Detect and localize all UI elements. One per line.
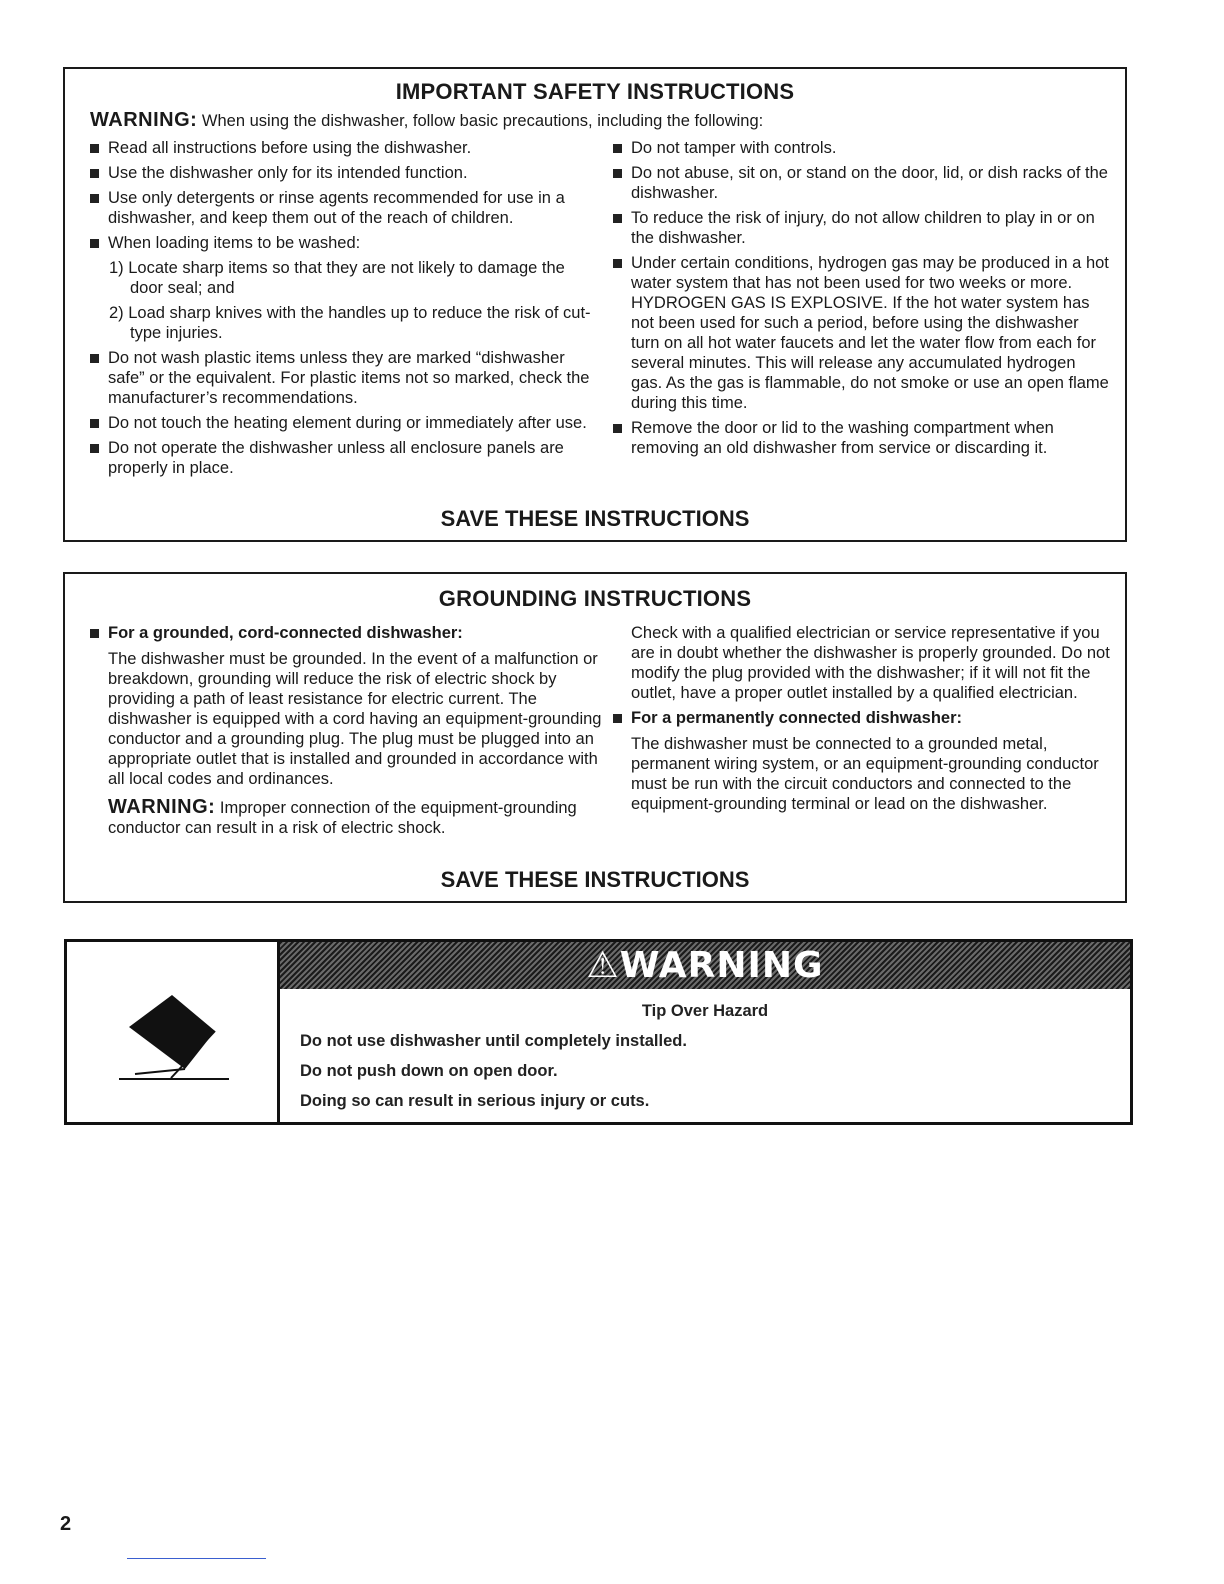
perm-heading: For a permanently connected dishwasher:	[611, 708, 1111, 728]
hazard-line: Doing so can result in serious injury or cuts.	[300, 1092, 650, 1110]
warning-text: When using the dishwasher, follow basic precautions, including the following:	[201, 112, 764, 130]
safety-left-column	[88, 138, 598, 483]
safety-warning	[90, 109, 763, 132]
hazard-title: Tip Over Hazard	[641, 1002, 769, 1020]
hazard-line: Do not push down on open door.	[300, 1062, 558, 1080]
list-item: Do not tamper with controls.	[611, 138, 1111, 158]
hazard-icon-cell	[67, 942, 280, 1122]
safety-instructions-box	[63, 67, 1127, 542]
warning-label: WARNING:	[108, 796, 216, 818]
sub-list-item: 2) Load sharp knives with the handles up to reduce the risk of cut-type injuries.	[109, 304, 591, 342]
list-item: Use only detergents or rinse agents recommended for use in a dishwasher, and keep them out of the reach of children.	[88, 188, 598, 228]
grounding-title: GROUNDING INSTRUCTIONS	[438, 586, 752, 611]
list-item: Do not abuse, sit on, or stand on the door, lid, or dish racks of the dishwasher.	[611, 163, 1111, 203]
grounding-left-column	[88, 623, 603, 846]
hazard-line: Do not use dishwasher until completely installed.	[300, 1032, 687, 1050]
list-item: Under certain conditions, hydrogen gas may be produced in a hot water system that has not been used for two weeks or more. HYDROGEN GAS IS EXPLOSIVE. If the hot water system has not been used for such a period, before using the dishwasher turn on all hot water faucets and let the water flow from each for several minutes. This will release any accumulated hydrogen gas. As the gas is flammable, do not smoke or use an open flame during this time.	[611, 253, 1111, 413]
list-item: To reduce the risk of injury, do not allow children to play in or on the dishwasher.	[611, 208, 1111, 248]
list-item: Read all instructions before using the dishwasher.	[88, 138, 598, 158]
list-item: When loading items to be washed:	[88, 233, 598, 253]
tip-over-icon	[67, 942, 277, 1122]
perm-text: The dishwasher must be connected to a grounded metal, permanent wiring system, or an equipment-grounding conductor must be run with the circuit conductors and connected to the equipment-grounding terminal or lead on the dishwasher.	[631, 735, 1099, 813]
save-instructions: SAVE THESE INSTRUCTIONS	[440, 506, 750, 531]
footer-rule	[127, 1558, 266, 1559]
cord-text: The dishwasher must be grounded. In the event of a malfunction or breakdown, grounding will reduce the risk of electric shock by providing a path of least resistance for electric current. The dishwasher is equipped with a cord having an equipment-grounding conductor and a grounding plug. The plug must be plugged into an appropriate outlet that is installed and grounded in accordance with all local codes and ordinances.	[108, 650, 602, 788]
safety-title: IMPORTANT SAFETY INSTRUCTIONS	[395, 79, 795, 104]
list-item: Do not touch the heating element during or immediately after use.	[88, 413, 598, 433]
check-text: Check with a qualified electrician or service representative if you are in doubt whether the dishwasher is properly grounded. Do not modify the plug provided with the dishwasher; if it will not fit the outlet, have a proper outlet installed by a qualified electrician.	[631, 624, 1110, 702]
warning-text: Improper connection of the equipment-grounding conductor can result in a risk of electric shock.	[108, 799, 577, 837]
grounding-instructions-box	[63, 572, 1127, 903]
list-item: Do not wash plastic items unless they are marked “dishwasher safe” or the equivalent. For plastic items not so marked, check the manufacturer’s recommendations.	[88, 348, 598, 408]
page-number: 2	[60, 1513, 72, 1535]
tip-over-warning-box	[64, 939, 1133, 1125]
list-item: Remove the door or lid to the washing compartment when removing an old dishwasher from service or discarding it.	[611, 418, 1111, 458]
save-instructions: SAVE THESE INSTRUCTIONS	[440, 867, 750, 892]
list-item: Do not operate the dishwasher unless all enclosure panels are properly in place.	[88, 438, 598, 478]
grounding-warning	[88, 797, 603, 838]
warning-label: WARNING:	[90, 109, 198, 131]
warning-banner-text: ⚠WARNING	[586, 945, 824, 986]
cord-heading: For a grounded, cord-connected dishwasher:	[88, 623, 603, 643]
safety-right-column	[611, 138, 1111, 463]
sub-list-item: 1) Locate sharp items so that they are not likely to damage the door seal; and	[109, 259, 565, 297]
grounding-right-column	[611, 623, 1111, 822]
warning-banner	[280, 942, 1130, 989]
list-item: Use the dishwasher only for its intended function.	[88, 163, 598, 183]
